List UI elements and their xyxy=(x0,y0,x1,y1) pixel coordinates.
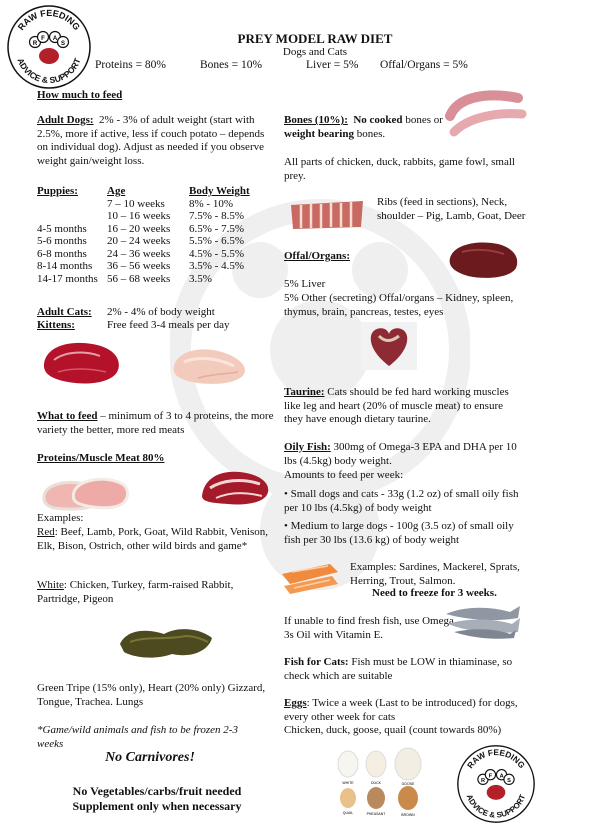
table-row: 7 – 10 weeks 8% - 10% xyxy=(107,197,233,210)
svg-text:A: A xyxy=(499,773,504,780)
taurine-text: Cats should be fed hard working muscles like leg and heart (20% of muscle meat) to ensure they have enough dietary taurine. xyxy=(284,386,509,425)
other-offal-text: 5% Other (secreting) Offal/organs – Kidney, spleen, thymus, brain, pancreas, testes, eyes xyxy=(284,292,514,318)
svg-text:ADVICE & SUPPORT: ADVICE & SUPPORT xyxy=(464,793,528,820)
fish-examples: Examples: Sardines, Mackerel, Sprats, Herring, Trout, Salmon. xyxy=(350,561,520,587)
amounts-text: Amounts to feed per week: xyxy=(284,469,404,481)
kittens-row xyxy=(37,319,229,333)
svg-text:R: R xyxy=(32,41,38,47)
age-header: Age xyxy=(107,185,126,197)
how-much-heading: How much to feed xyxy=(37,89,123,101)
adult-dogs-label: Adult Dogs: xyxy=(37,114,94,126)
svg-text:F: F xyxy=(41,36,45,42)
beef-steak-image xyxy=(40,338,124,388)
puppies-label: Puppies: xyxy=(37,185,78,197)
eggs-image xyxy=(332,746,428,818)
adult-dogs-text: 2% - 3% of adult weight (start with 2.5%, more if active, less if couch potato – depends on individual dog). Adjust as needed if you observe weight gain/weight loss. xyxy=(37,114,265,167)
white-text: : Chicken, Turkey, farm-raised Rabbit, Partridge, Pigeon xyxy=(37,579,234,605)
salmon-fillet-image xyxy=(278,560,342,596)
eggs-text: : Twice a week (Last to be introduced) for dogs, every other week for cats xyxy=(284,697,518,723)
svg-text:R: R xyxy=(480,778,485,785)
paw-logo-icon xyxy=(456,744,536,824)
red-text: : Beef, Lamb, Pork, Goat, Wild Rabbit, Venison, Elk, Bison, Ostrich, other wild birds and game* xyxy=(37,526,269,552)
lamb-cut-image xyxy=(198,466,274,508)
chicken-breast-image xyxy=(168,342,252,388)
oily-fish-text: 300mg of Omega-3 EPA and DHA per 10 lbs (4.5kg) body weight. xyxy=(284,441,517,467)
large-dogs-fish: • Medium to large dogs - 100g (3.5 oz) of small oily fish per 30 lbs (13.6 kg) of body weight xyxy=(284,520,514,546)
svg-text:S: S xyxy=(60,41,66,47)
oily-fish-label: Oily Fish: xyxy=(284,441,331,453)
svg-text:F: F xyxy=(488,773,493,780)
ratio-bones: Bones = 10% xyxy=(200,59,263,71)
ratio-liver: Liver = 5% xyxy=(306,59,359,71)
oily-fish-block xyxy=(284,441,524,468)
what-to-feed-block xyxy=(37,410,277,437)
page-title: PREY MODEL RAW DIET xyxy=(237,31,393,46)
no-carnivores: No Carnivores! xyxy=(105,750,195,765)
svg-text:A: A xyxy=(52,36,58,42)
taurine-block xyxy=(284,386,524,427)
liver-text: 5% Liver xyxy=(284,278,326,290)
egg-types: Chicken, duck, goose, quail (count towards 80%) xyxy=(284,724,502,736)
svg-text:QUAIL: QUAIL xyxy=(342,811,354,815)
ribs-text: Ribs (feed in sections), Neck, shoulder – Pig, Lamb, Goat, Deer xyxy=(377,196,526,222)
ratio-offal: Offal/Organs = 5% xyxy=(380,59,468,71)
examples-label: Examples: xyxy=(37,512,84,524)
white-meats-block xyxy=(37,579,275,606)
kittens-label: Kittens: xyxy=(37,319,75,331)
red-label: Red xyxy=(37,526,55,538)
freeze-note: Need to freeze for 3 weeks. xyxy=(372,587,497,599)
table-row: 14-17 months 56 – 68 weeks 3.5% xyxy=(37,272,212,285)
bw-header: Body Weight xyxy=(189,185,250,197)
what-to-feed-label: What to feed xyxy=(37,410,98,422)
freeze-footnote: *Game/wild animals and fish to be frozen 2-3 weeks xyxy=(37,724,238,750)
page-subtitle: Dogs and Cats xyxy=(282,46,348,58)
table-row: 6-8 months 24 – 36 weeks 4.5% - 5.5% xyxy=(37,247,244,260)
table-row: 5-6 months 20 – 24 weeks 5.5% - 6.5% xyxy=(37,235,244,247)
ratio-proteins: Proteins = 80% xyxy=(95,59,167,71)
svg-text:DUCK: DUCK xyxy=(371,781,381,785)
white-label: White xyxy=(37,579,64,591)
kittens-text: Free feed 3-4 meals per day xyxy=(107,319,230,331)
bones-parts: All parts of chicken, duck, rabbits, game fowl, small prey. xyxy=(284,156,515,182)
fish-cats-text: Fish must be LOW in thiaminase, so check which are suitable xyxy=(284,656,513,682)
tripe-text: Green Tripe (15% only), Heart (20% only) Gizzard, Tongue, Trachea. Lungs xyxy=(37,682,266,708)
puppies-table xyxy=(37,185,250,285)
eggs-label: Eggs xyxy=(284,697,307,709)
fresh-fish-text: If unable to find fresh fish, use Omega 3s Oil with Vitamin E. xyxy=(284,615,454,641)
svg-text:S: S xyxy=(507,778,511,785)
taurine-label: Taurine: xyxy=(284,386,325,398)
offal-heading: Offal/Organs: xyxy=(284,250,350,262)
paw-logo-icon xyxy=(6,4,92,90)
table-row: 10 – 16 weeks 7.5% - 8.5% xyxy=(107,210,244,222)
logo-top xyxy=(6,4,92,90)
svg-text:GOOSE: GOOSE xyxy=(401,782,415,786)
green-tripe-image xyxy=(116,622,216,662)
bones-label: Bones (10%): xyxy=(284,114,348,126)
adult-cats-label: Adult Cats: xyxy=(37,306,92,318)
adult-cats-text: 2% - 4% of body weight xyxy=(107,306,215,318)
bones-block: Bones (10%): No cooked bones or weight bearing bones. xyxy=(284,114,443,140)
no-vegetables: No Vegetables/carbs/fruit needed xyxy=(72,784,242,798)
fish-cats-block xyxy=(284,656,524,683)
svg-text:RAW FEEDING: RAW FEEDING xyxy=(464,747,528,771)
svg-text:PHEASANT: PHEASANT xyxy=(366,812,386,816)
red-meats-block xyxy=(37,526,275,553)
svg-text:BROWN: BROWN xyxy=(401,813,415,817)
small-dogs-fish: • Small dogs and cats - 33g (1.2 oz) of small oily fish per 10 lbs (4.5kg) of body weight xyxy=(284,488,519,514)
fish-cats-label: Fish for Cats: xyxy=(284,656,349,668)
eggs-block xyxy=(284,697,524,724)
adult-dogs-block xyxy=(37,114,275,168)
adult-cats-row xyxy=(37,306,215,320)
ribs-image xyxy=(287,197,367,233)
what-to-feed-text: – minimum of 3 to 4 proteins, the more variety the better, more red meats xyxy=(37,410,274,436)
svg-text:RAW FEEDING: RAW FEEDING xyxy=(15,7,83,33)
sardines-image xyxy=(444,604,522,640)
table-row: 8-14 months 36 – 56 weeks 3.5% - 4.5% xyxy=(37,260,244,272)
pork-chops-image xyxy=(40,472,132,512)
liver-image xyxy=(446,238,522,282)
proteins-heading: Proteins/Muscle Meat 80% xyxy=(37,452,165,464)
heart-organ-image xyxy=(361,322,417,370)
svg-text:WHITE: WHITE xyxy=(342,781,354,785)
supplement-note: Supplement only when necessary xyxy=(72,799,242,813)
logo-bottom xyxy=(456,744,536,824)
svg-text:ADVICE & SUPPORT: ADVICE & SUPPORT xyxy=(15,56,83,86)
table-row: 4-5 months 16 – 20 weeks 6.5% - 7.5% xyxy=(37,222,244,235)
bones-image xyxy=(444,88,528,142)
